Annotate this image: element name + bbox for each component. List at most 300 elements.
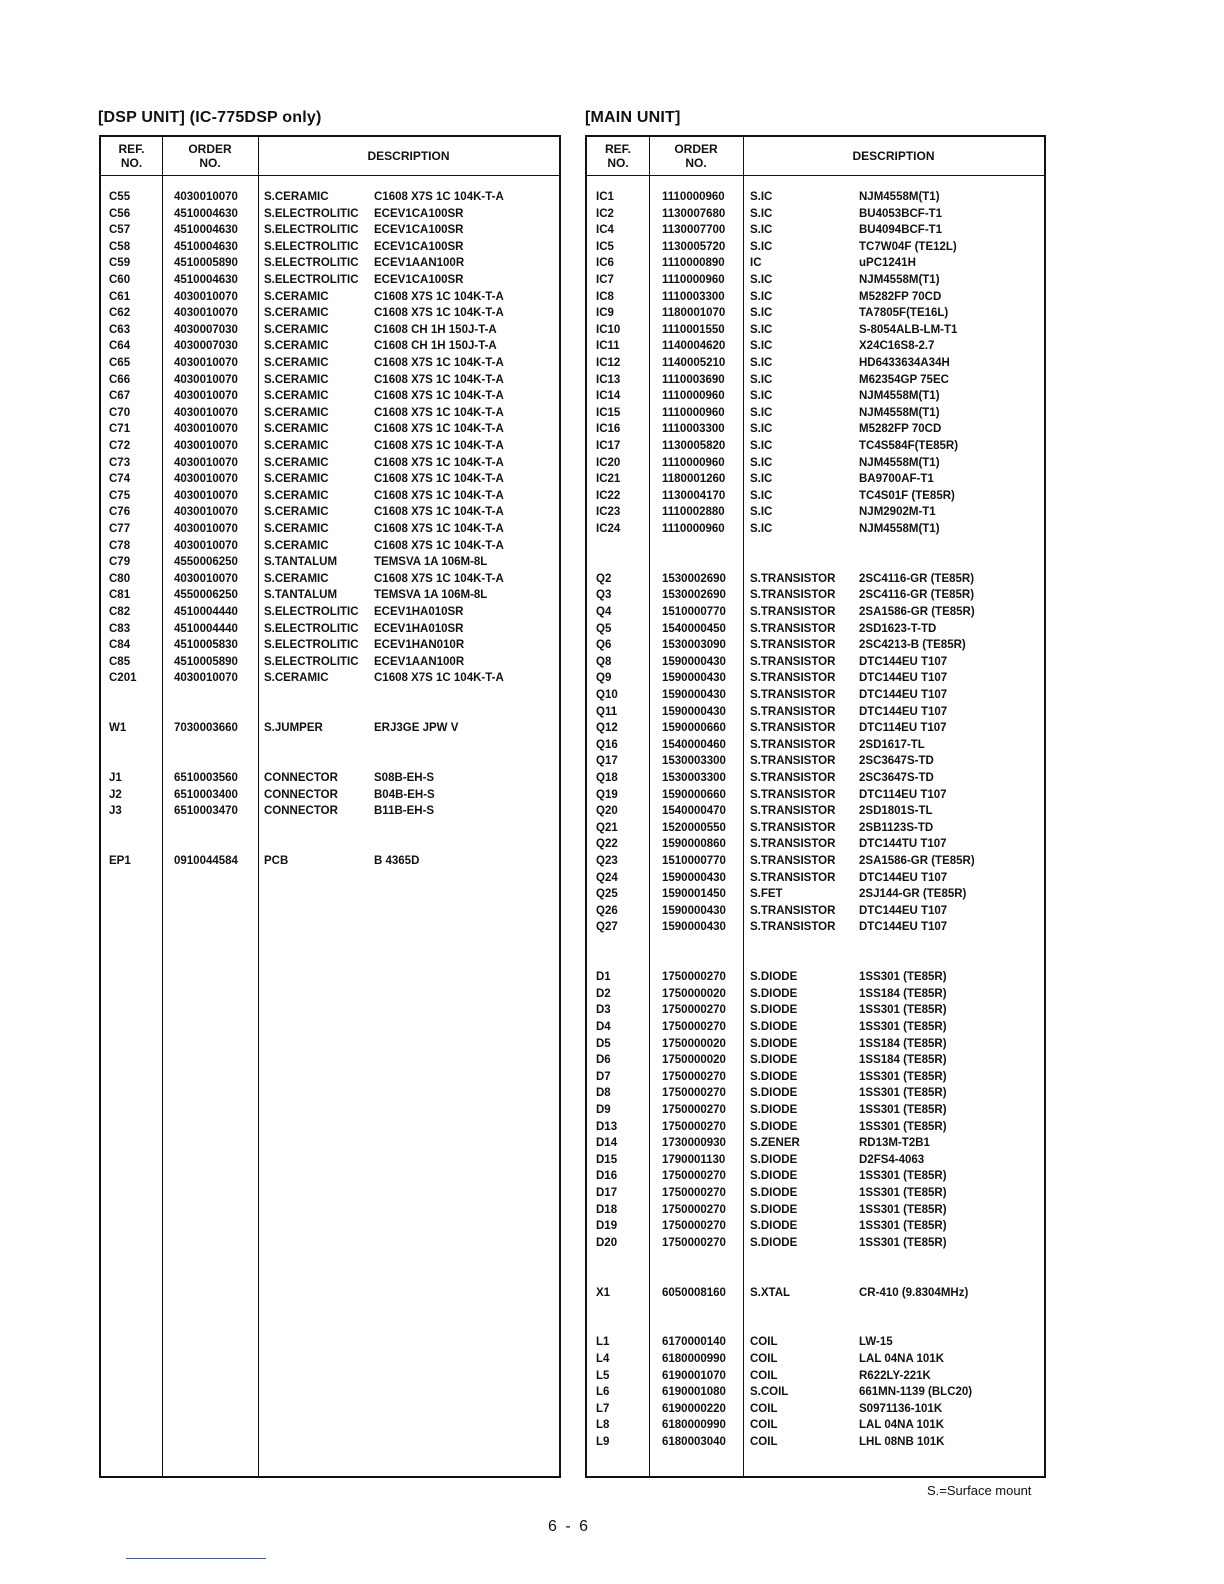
ref-no: C79: [109, 556, 131, 569]
main-header-description: DESCRIPTION: [852, 149, 935, 163]
part-number: DTC144EU T107: [859, 705, 948, 718]
part-type: S.TRANSISTOR: [750, 904, 836, 917]
ref-no: Q21: [596, 821, 618, 834]
part-number: C1608 X7S 1C 104K-T-A: [374, 357, 504, 369]
order-no: 1750000270: [662, 1220, 726, 1233]
part-number: 2SC3647S-TD: [859, 772, 934, 784]
ref-no: Q26: [596, 904, 618, 917]
ref-no: IC21: [596, 473, 621, 486]
order-no: 1130004170: [662, 489, 726, 502]
part-type: S.CERAMIC: [264, 307, 329, 320]
part-number: 1SS301 (TE85R): [859, 1170, 947, 1183]
order-no: 1110002880: [662, 506, 725, 519]
order-no: 1590000660: [662, 722, 726, 735]
order-no: 4030010070: [174, 357, 238, 369]
part-type: S.TRANSISTOR: [750, 805, 836, 818]
part-number: LAL 04NA 101K: [859, 1353, 945, 1365]
ref-no: D20: [596, 1236, 618, 1249]
part-number: NJM4558M(T1): [859, 523, 940, 535]
part-type: S.ELECTROLITIC: [264, 622, 359, 635]
order-no: 4030007030: [174, 340, 238, 353]
part-number: C1608 X7S 1C 104K-T-A: [374, 523, 504, 535]
part-type: CONNECTOR: [264, 772, 338, 784]
ref-no: C77: [109, 523, 131, 535]
ref-no: C67: [109, 390, 131, 403]
part-type: S.CERAMIC: [264, 440, 329, 452]
part-type: S.IC: [750, 506, 773, 519]
part-number: C1608 X7S 1C 104K-T-A: [374, 390, 504, 403]
order-no: 1590000430: [662, 689, 726, 701]
order-no: 4030010070: [174, 406, 238, 419]
order-no: 1530003300: [662, 755, 726, 768]
part-type: S.CERAMIC: [264, 572, 329, 585]
order-no: 1110000960: [662, 191, 725, 203]
order-no: 1540000460: [662, 738, 726, 751]
ref-no: IC22: [596, 489, 621, 502]
order-no: 6180003040: [662, 1436, 726, 1448]
order-no: 1590000860: [662, 838, 726, 851]
part-type: S.IC: [750, 523, 773, 535]
order-no: 6170000140: [662, 1336, 726, 1349]
order-no: 1540000450: [662, 622, 726, 635]
part-number: C1608 X7S 1C 104K-T-A: [374, 373, 504, 386]
part-number: 661MN-1139 (BLC20): [859, 1386, 973, 1399]
ref-no: C84: [109, 639, 131, 652]
part-number: 1SS301 (TE85R): [859, 1087, 947, 1100]
ref-no: L8: [596, 1419, 610, 1432]
ref-no: Q23: [596, 855, 618, 867]
dsp-header-description: DESCRIPTION: [367, 149, 450, 163]
part-type: S.IC: [750, 340, 773, 353]
part-number: BA9700AF-T1: [859, 473, 934, 486]
order-no: 1750000020: [662, 1037, 726, 1050]
ref-no: D6: [596, 1054, 611, 1067]
order-no: 1750000270: [662, 1170, 726, 1183]
order-no: 4030010070: [174, 506, 238, 519]
part-number: CR-410 (9.8304MHz): [859, 1286, 969, 1299]
part-type: S.ELECTROLITIC: [264, 240, 359, 253]
ref-no: C58: [109, 240, 131, 253]
ref-no: Q6: [596, 639, 612, 652]
part-type: S.DIODE: [750, 1187, 798, 1199]
part-type: S.TRANSISTOR: [750, 788, 836, 801]
part-type: COIL: [750, 1353, 778, 1365]
order-no: 1750000270: [662, 1236, 726, 1249]
order-no: 1750000270: [662, 1104, 726, 1116]
surface-mount-footnote: S.=Surface mount: [927, 1483, 1032, 1498]
part-number: ECEV1HA010SR: [374, 622, 464, 635]
main-parts-table: [585, 135, 1046, 1478]
order-no: 1790001130: [662, 1153, 726, 1166]
ref-no: Q22: [596, 838, 618, 851]
part-number: TC7W04F (TE12L): [859, 240, 957, 253]
ref-no: IC16: [596, 423, 621, 436]
order-no: 1590000430: [662, 871, 726, 884]
part-number: DTC144EU T107: [859, 672, 948, 685]
ref-no: D4: [596, 1021, 611, 1033]
order-no: 4030010070: [174, 572, 238, 585]
part-type: S.DIODE: [750, 1070, 798, 1083]
order-no: 4510005830: [174, 639, 238, 652]
ref-no: D17: [596, 1187, 618, 1199]
part-type: S.DIODE: [750, 1037, 798, 1050]
dsp-parts-table: [99, 135, 561, 1478]
ref-no: L6: [596, 1386, 610, 1399]
part-type: S.CERAMIC: [264, 406, 329, 419]
part-type: S.CERAMIC: [264, 489, 329, 502]
part-type: S.ELECTROLITIC: [264, 606, 359, 618]
dsp-header-rule: [101, 175, 559, 176]
order-no: 1590000430: [662, 921, 726, 934]
part-number: S08B-EH-S: [374, 772, 435, 784]
ref-no: Q17: [596, 755, 618, 768]
part-type: S.TRANSISTOR: [750, 838, 836, 851]
part-number: TA7805F(TE16L): [859, 307, 949, 320]
order-no: 1180001070: [662, 307, 726, 320]
main-header-ref: REF. NO.: [604, 142, 631, 170]
part-type: COIL: [750, 1336, 778, 1349]
ref-no: C61: [109, 290, 131, 303]
part-number: 2SA1586-GR (TE85R): [859, 855, 975, 867]
order-no: 1750000270: [662, 1004, 726, 1017]
part-number: 1SS301 (TE85R): [859, 1104, 947, 1116]
ref-no: C76: [109, 506, 131, 519]
order-no: 4510004630: [174, 240, 238, 253]
order-no: 1750000020: [662, 1054, 726, 1067]
ref-no: C85: [109, 655, 131, 668]
part-number: R622LY-221K: [859, 1369, 931, 1382]
ref-no: L1: [596, 1336, 610, 1349]
ref-no: D16: [596, 1170, 618, 1183]
order-no: 1110000960: [662, 523, 725, 535]
dsp-header-ref: REF. NO.: [118, 142, 145, 170]
order-no: 1130005720: [662, 240, 726, 253]
order-no: 1130007680: [662, 207, 726, 220]
part-type: S.IC: [750, 456, 773, 469]
part-number: C1608 CH 1H 150J-T-A: [374, 340, 497, 353]
part-number: DTC144EU T107: [859, 904, 948, 917]
order-no: 6190000220: [662, 1402, 726, 1415]
ref-no: IC5: [596, 240, 614, 253]
part-type: CONNECTOR: [264, 805, 338, 818]
order-no: 1540000470: [662, 805, 726, 818]
part-number: ECEV1CA100SR: [374, 274, 464, 286]
part-number: LAL 04NA 101K: [859, 1419, 945, 1432]
part-number: DTC144EU T107: [859, 655, 948, 668]
order-no: 1110003300: [662, 423, 725, 436]
main-col-divider-1: [649, 137, 650, 1476]
order-no: 7030003660: [174, 722, 238, 735]
order-no: 1110001550: [662, 323, 725, 336]
part-type: S.DIODE: [750, 1104, 798, 1116]
part-type: S.IC: [750, 423, 773, 436]
ref-no: C75: [109, 489, 131, 502]
part-type: S.TRANSISTOR: [750, 871, 836, 884]
order-no: 6190001080: [662, 1386, 726, 1399]
ref-no: Q16: [596, 738, 618, 751]
part-number: TEMSVA 1A 106M-8L: [374, 589, 488, 602]
dsp-col-divider-2: [258, 137, 259, 1476]
order-no: 4510004440: [174, 622, 238, 635]
part-number: DTC144EU T107: [859, 871, 948, 884]
part-number: C1608 X7S 1C 104K-T-A: [374, 440, 504, 452]
order-no: 1590000430: [662, 904, 726, 917]
part-number: C1608 CH 1H 150J-T-A: [374, 323, 497, 336]
part-type: S.TRANSISTOR: [750, 772, 836, 784]
order-no: 4510004630: [174, 207, 238, 220]
part-type: S.TRANSISTOR: [750, 855, 836, 867]
order-no: 6510003400: [174, 788, 238, 801]
part-type: S.ELECTROLITIC: [264, 639, 359, 652]
part-number: 2SC4213-B (TE85R): [859, 639, 966, 652]
order-no: 4030007030: [174, 323, 238, 336]
ref-no: C73: [109, 456, 131, 469]
part-type: S.TRANSISTOR: [750, 572, 836, 585]
ref-no: Q4: [596, 606, 612, 618]
part-type: S.DIODE: [750, 1220, 798, 1233]
ref-no: C55: [109, 191, 131, 203]
part-type: S.CERAMIC: [264, 323, 329, 336]
part-number: uPC1241H: [859, 257, 916, 270]
order-no: 1110000960: [662, 274, 725, 286]
part-number: C1608 X7S 1C 104K-T-A: [374, 191, 504, 203]
part-number: 2SJ144-GR (TE85R): [859, 888, 967, 901]
dsp-unit-title: [DSP UNIT] (IC-775DSP only): [98, 109, 322, 126]
part-type: S.TRANSISTOR: [750, 689, 836, 701]
ref-no: C82: [109, 606, 131, 618]
part-number: BU4053BCF-T1: [859, 207, 943, 220]
order-no: 0910044584: [174, 855, 238, 867]
ref-no: IC4: [596, 224, 614, 237]
order-no: 1140004620: [662, 340, 726, 353]
part-type: COIL: [750, 1419, 778, 1432]
order-no: 1730000930: [662, 1137, 726, 1150]
part-number: TC4S01F (TE85R): [859, 489, 955, 502]
ref-no: D18: [596, 1203, 618, 1216]
part-number: S0971136-101K: [859, 1402, 943, 1415]
part-number: M62354GP 75EC: [859, 373, 949, 386]
part-type: S.CERAMIC: [264, 473, 329, 486]
main-header-order: ORDER NO.: [674, 142, 718, 170]
ref-no: IC23: [596, 506, 621, 519]
ref-no: Q12: [596, 722, 618, 735]
ref-no: L4: [596, 1353, 610, 1365]
order-no: 4510004630: [174, 224, 238, 237]
ref-no: Q19: [596, 788, 618, 801]
part-number: BU4094BCF-T1: [859, 224, 943, 237]
ref-no: D5: [596, 1037, 611, 1050]
ref-no: W1: [109, 722, 127, 735]
order-no: 1530002690: [662, 572, 726, 585]
part-number: DTC114EU T107: [859, 722, 947, 735]
part-number: M5282FP 70CD: [859, 423, 942, 436]
part-type: S.IC: [750, 307, 773, 320]
part-number: ECEV1AAN100R: [374, 655, 465, 668]
part-type: S.TRANSISTOR: [750, 821, 836, 834]
ref-no: IC9: [596, 307, 614, 320]
order-no: 1530002690: [662, 589, 726, 602]
part-number: 1SS301 (TE85R): [859, 1203, 947, 1216]
part-type: S.CERAMIC: [264, 340, 329, 353]
part-type: S.TRANSISTOR: [750, 722, 836, 735]
part-number: C1608 X7S 1C 104K-T-A: [374, 572, 504, 585]
order-no: 1180001260: [662, 473, 726, 486]
part-type: S.TRANSISTOR: [750, 672, 836, 685]
part-number: ECEV1HAN010R: [374, 639, 465, 652]
part-number: NJM4558M(T1): [859, 390, 940, 403]
part-number: B04B-EH-S: [374, 788, 435, 801]
part-type: S.IC: [750, 406, 773, 419]
part-number: RD13M-T2B1: [859, 1137, 930, 1150]
order-no: 1510000770: [662, 606, 726, 618]
part-type: S.TRANSISTOR: [750, 755, 836, 768]
ref-no: C80: [109, 572, 131, 585]
part-type: COIL: [750, 1369, 778, 1382]
ref-no: Q2: [596, 572, 612, 585]
part-number: 2SA1586-GR (TE85R): [859, 606, 975, 618]
order-no: 4550006250: [174, 589, 238, 602]
ref-no: C59: [109, 257, 131, 270]
ref-no: Q8: [596, 655, 612, 668]
ref-no: D2: [596, 987, 611, 1000]
part-number: 1SS301 (TE85R): [859, 1120, 947, 1133]
ref-no: C66: [109, 373, 131, 386]
ref-no: J3: [109, 805, 122, 818]
part-number: TEMSVA 1A 106M-8L: [374, 556, 488, 569]
part-number: C1608 X7S 1C 104K-T-A: [374, 489, 504, 502]
order-no: 4030010070: [174, 290, 238, 303]
order-no: 4030010070: [174, 423, 238, 436]
order-no: 4030010070: [174, 672, 238, 685]
order-no: 1590001450: [662, 888, 726, 901]
order-no: 4030010070: [174, 473, 238, 486]
part-type: S.IC: [750, 357, 773, 369]
ref-no: D19: [596, 1220, 618, 1233]
ref-no: IC14: [596, 390, 621, 403]
part-number: S-8054ALB-LM-T1: [859, 323, 958, 336]
order-no: 1750000270: [662, 1070, 726, 1083]
part-number: C1608 X7S 1C 104K-T-A: [374, 672, 504, 685]
part-number: DTC114EU T107: [859, 788, 947, 801]
part-type: COIL: [750, 1402, 778, 1415]
ref-no: Q10: [596, 689, 618, 701]
ref-no: C70: [109, 406, 131, 419]
part-number: DTC144EU T107: [859, 921, 948, 934]
ref-no: D1: [596, 971, 611, 984]
order-no: 4030010070: [174, 539, 238, 552]
ref-no: D15: [596, 1153, 618, 1166]
order-no: 1530003300: [662, 772, 726, 784]
ref-no: L7: [596, 1402, 610, 1415]
part-number: ECEV1HA010SR: [374, 606, 464, 618]
part-number: LHL 08NB 101K: [859, 1436, 945, 1448]
part-number: B 4365D: [374, 855, 420, 867]
part-number: 1SS301 (TE85R): [859, 1236, 947, 1249]
page-number: 6 - 6: [548, 1518, 591, 1535]
ref-no: IC17: [596, 440, 621, 452]
part-type: S.CERAMIC: [264, 373, 329, 386]
order-no: 1750000270: [662, 1120, 726, 1133]
part-type: S.IC: [750, 440, 773, 452]
part-type: S.IC: [750, 274, 773, 286]
part-number: HD6433634A34H: [859, 357, 950, 369]
ref-no: IC24: [596, 523, 621, 535]
part-number: DTC144EU T107: [859, 689, 948, 701]
main-col-divider-2: [743, 137, 744, 1476]
order-no: 4510004440: [174, 606, 238, 618]
ref-no: IC13: [596, 373, 621, 386]
part-type: S.TANTALUM: [264, 589, 338, 602]
part-type: S.CERAMIC: [264, 357, 329, 369]
part-number: C1608 X7S 1C 104K-T-A: [374, 406, 504, 419]
part-type: PCB: [264, 855, 289, 867]
order-no: 1140005210: [662, 357, 726, 369]
ref-no: Q3: [596, 589, 612, 602]
main-unit-title: [MAIN UNIT]: [585, 109, 681, 126]
part-type: S.TRANSISTOR: [750, 738, 836, 751]
ref-no: D7: [596, 1070, 611, 1083]
part-number: 1SS184 (TE85R): [859, 987, 947, 1000]
ref-no: D8: [596, 1087, 611, 1100]
ref-no: C74: [109, 473, 131, 486]
part-number: 1SS301 (TE85R): [859, 1070, 947, 1083]
part-number: 1SS184 (TE85R): [859, 1054, 947, 1067]
part-type: S.CERAMIC: [264, 290, 329, 303]
order-no: 1130007700: [662, 224, 726, 237]
part-number: C1608 X7S 1C 104K-T-A: [374, 456, 504, 469]
part-number: TC4S584F(TE85R): [859, 440, 959, 452]
order-no: 1590000430: [662, 655, 726, 668]
ref-no: X1: [596, 1286, 611, 1299]
part-number: 2SB1123S-TD: [859, 821, 934, 834]
part-number: 1SS301 (TE85R): [859, 971, 947, 984]
part-type: S.XTAL: [750, 1286, 791, 1299]
ref-no: C83: [109, 622, 131, 635]
part-type: S.DIODE: [750, 1004, 798, 1017]
part-type: S.IC: [750, 390, 773, 403]
ref-no: C78: [109, 539, 131, 552]
part-type: S.DIODE: [750, 1087, 798, 1100]
ref-no: Q11: [596, 705, 618, 718]
ref-no: D14: [596, 1137, 618, 1150]
part-type: S.CERAMIC: [264, 539, 329, 552]
part-number: 1SS301 (TE85R): [859, 1220, 947, 1233]
order-no: 4510005890: [174, 257, 238, 270]
part-number: NJM4558M(T1): [859, 274, 940, 286]
order-no: 6050008160: [662, 1286, 726, 1299]
part-type: S.FET: [750, 888, 783, 901]
ref-no: C60: [109, 274, 131, 286]
ref-no: C72: [109, 440, 131, 452]
part-type: S.ELECTROLITIC: [264, 257, 359, 270]
part-type: S.DIODE: [750, 987, 798, 1000]
ref-no: IC2: [596, 207, 614, 220]
ref-no: J2: [109, 788, 122, 801]
ref-no: IC12: [596, 357, 621, 369]
part-number: ECEV1CA100SR: [374, 207, 464, 220]
ref-no: D3: [596, 1004, 611, 1017]
dsp-header-order: ORDER NO.: [188, 142, 232, 170]
order-no: 4030010070: [174, 456, 238, 469]
part-number: 2SC4116-GR (TE85R): [859, 572, 975, 585]
part-type: S.ELECTROLITIC: [264, 655, 359, 668]
ref-no: IC11: [596, 340, 620, 353]
ref-no: IC6: [596, 257, 614, 270]
ref-no: C71: [109, 423, 131, 436]
order-no: 4550006250: [174, 556, 238, 569]
order-no: 1530003090: [662, 639, 726, 652]
part-number: NJM2902M-T1: [859, 506, 936, 519]
